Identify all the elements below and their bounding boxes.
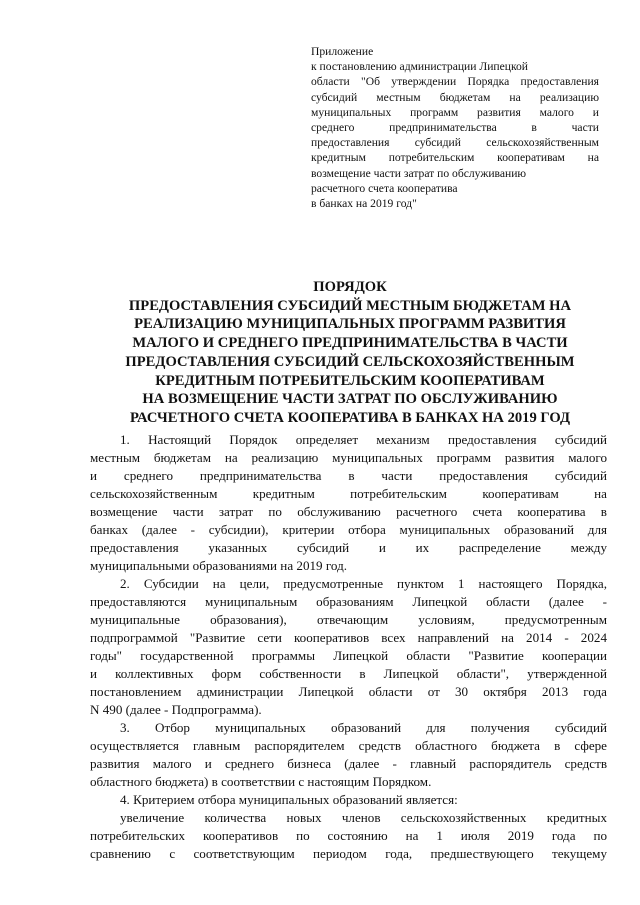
body-text-line: предоставления указанных субсидий и их распределение между <box>90 540 607 555</box>
body-text-line: годы" государственной программы Липецкой области "Развитие кооперации <box>90 648 607 663</box>
body-text-line: местным бюджетам на реализацию муниципальных программ развития малого <box>90 450 607 465</box>
appendix-line: области "Об утверждении Порядка предоставления <box>311 75 599 89</box>
appendix-line: субсидий местным бюджетам на реализацию <box>311 90 599 104</box>
body-text-line: банках (далее - субсидии), критерии отбора муниципальных образований для <box>90 522 607 537</box>
body-text-line: и среднего предпринимательства в части предоставления субсидий <box>90 468 607 483</box>
body-text-line: муниципальными образованиями на 2019 год. <box>90 558 348 573</box>
body-text-line: и коллективных форм собственности в Липецкой области", утвержденной <box>90 666 607 681</box>
appendix-line: кредитным потребительским кооперативам на <box>311 151 599 165</box>
appendix-line: к постановлению администрации Липецкой <box>311 60 529 74</box>
body-text-line: 3. Отбор муниципальных образований для получения субсидий <box>120 720 607 735</box>
appendix-line: в банках на 2019 год" <box>311 197 417 211</box>
body-text-line: 2. Субсидии на цели, предусмотренные пунктом 1 настоящего Порядка, <box>120 576 607 591</box>
body-text-line: возмещение части затрат по обслуживанию расчетного счета кооператива в <box>90 504 607 519</box>
document-body <box>90 431 607 863</box>
appendix-line: Приложение <box>311 45 374 58</box>
body-text-line: предоставляются муниципальным образованиям Липецкой области (далее - <box>90 594 607 609</box>
title-line: МАЛОГО И СРЕДНЕГО ПРЕДПРИНИМАТЕЛЬСТВА В ЧАСТИ <box>132 335 568 352</box>
body-text-line: 4. Критерием отбора муниципальных образований является: <box>120 792 458 807</box>
body-text-line: осуществляется главным распорядителем средств областного бюджета в сфере <box>90 738 607 753</box>
document-title <box>90 278 610 428</box>
appendix-line: предоставления субсидий сельскохозяйственным <box>311 136 599 150</box>
appendix-line: расчетного счета кооператива <box>311 181 458 195</box>
body-text-line: развития малого и среднего бизнеса (далее - главный распорядитель средств <box>90 756 607 771</box>
title-line: КРЕДИТНЫМ ПОТРЕБИТЕЛЬСКИМ КООПЕРАТИВАМ <box>155 372 545 389</box>
title-line: НА ВОЗМЕЩЕНИЕ ЧАСТИ ЗАТРАТ ПО ОБСЛУЖИВАНИЮ <box>142 391 558 408</box>
body-text-line: муниципальные образования), отвечающим условиям, предусмотренным <box>90 612 607 627</box>
body-text-line: областного бюджета) в соответствии с настоящим Порядком. <box>90 774 432 789</box>
appendix-header <box>311 44 599 211</box>
title-line: ПРЕДОСТАВЛЕНИЯ СУБСИДИЙ МЕСТНЫМ БЮДЖЕТАМ НА <box>128 297 572 314</box>
appendix-line: муниципальных программ развития малого и <box>311 105 599 119</box>
body-text-line: подпрограммой "Развитие сети кооперативов всех направлений на 2014 - 2024 <box>90 630 607 645</box>
title-heading: ПОРЯДОК <box>313 279 387 295</box>
body-text-line: потребительских кооперативов по состоянию на 1 июля 2019 года по <box>90 828 607 843</box>
title-line: РАСЧЕТНОГО СЧЕТА КООПЕРАТИВА В БАНКАХ НА 2019 ГОД <box>129 409 571 426</box>
appendix-line: возмещение части затрат по обслуживанию <box>311 166 527 180</box>
body-text-line: 1. Настоящий Порядок определяет механизм предоставления субсидий <box>120 432 607 447</box>
title-line: ПРЕДОСТАВЛЕНИЯ СУБСИДИЙ СЕЛЬСКОХОЗЯЙСТВЕННЫМ <box>125 353 575 370</box>
appendix-line: среднего предпринимательства в части <box>311 121 599 135</box>
body-text-line: N 490 (далее - Подпрограмма). <box>90 702 262 717</box>
body-text-line: сельскохозяйственным кредитным потребительским кооперативам на <box>90 486 607 501</box>
body-text-line: сравнению с соответствующим периодом года, предшествующего текущему <box>90 846 607 861</box>
title-line: РЕАЛИЗАЦИЮ МУНИЦИПАЛЬНЫХ ПРОГРАММ РАЗВИТИЯ <box>134 316 566 333</box>
body-text-line: увеличение количества новых членов сельскохозяйственных кредитных <box>120 810 607 825</box>
body-text-line: постановлением администрации Липецкой области от 30 октября 2013 года <box>90 684 607 699</box>
